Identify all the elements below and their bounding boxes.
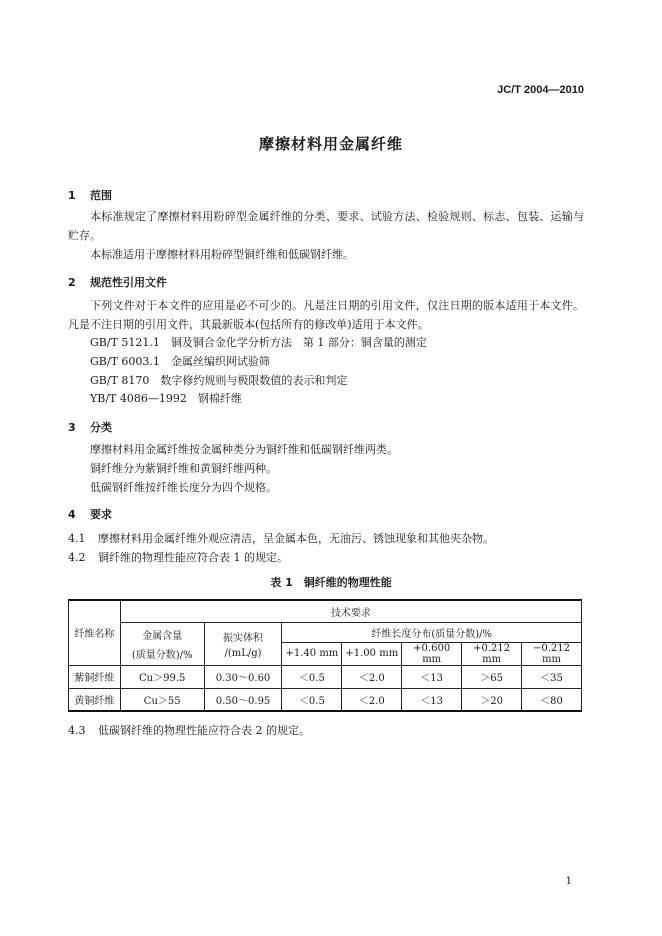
cell-length: ＜80 (522, 688, 582, 711)
header-metal-content-line1: 金属含量 (142, 630, 183, 642)
cell-length: ＞65 (462, 665, 522, 688)
clause-text: 摩擦材料用金属纤维外观应清洁，呈金属本色，无油污、锈蚀现象和其他夹杂物。 (98, 532, 494, 545)
clause-number: 4.3 (68, 724, 86, 737)
section-2-heading (68, 274, 167, 290)
table-row (69, 688, 582, 711)
header-length-col: +1.40 mm (282, 642, 342, 665)
header-length-col: −0.212 mm (522, 642, 582, 665)
header-fiber-name: 纤维名称 (69, 600, 121, 665)
section-2-paragraph-1: 下列文件对于本文件的应用是必不可少的。凡是注日期的引用文件，仅注日期的版本适用于本文件。凡是不注日期的引用文件，其最新版本(包括所有的修改单)适用于本文件。 (68, 299, 584, 331)
section-1-paragraph-2: 本标准适用于摩擦材料用粉碎型铜纤维和低碳钢纤维。 (90, 248, 354, 261)
cell-length: ＜13 (402, 665, 462, 688)
section-number: 1 (68, 189, 76, 202)
section-3-paragraph-3: 低碳钢纤维按纤维长度分为四个规格。 (90, 481, 277, 494)
cell-metal: Cu＞99.5 (120, 665, 204, 688)
reference-item: GB/T 8170 数字修约规则与极限数值的表示和判定 (90, 374, 348, 387)
cell-length: ＜35 (522, 665, 582, 688)
cell-tap: 0.50～0.95 (204, 688, 282, 711)
cell-length: ＜2.0 (342, 665, 402, 688)
cell-length: ＜0.5 (282, 665, 342, 688)
cell-name: 黄铜纤维 (69, 688, 121, 711)
document-code: JC/T 2004—2010 (497, 84, 584, 96)
cell-length: ＞20 (462, 688, 522, 711)
cell-metal: Cu＞55 (120, 688, 204, 711)
header-length-col: +1.00 mm (342, 642, 402, 665)
table-1-title: 表 1 铜纤维的物理性能 (270, 576, 392, 589)
section-number: 2 (68, 276, 76, 289)
section-3-paragraph-2: 铜纤维分为紫铜纤维和黄铜纤维两种。 (90, 462, 277, 475)
section-number: 4 (68, 508, 76, 521)
section-4-heading (68, 506, 112, 522)
clause-text: 低碳钢纤维的物理性能应符合表 2 的规定。 (98, 724, 310, 737)
table-1 (68, 599, 582, 712)
clause-number: 4.2 (68, 551, 86, 564)
page-number: 1 (565, 876, 572, 887)
cell-length: ＜2.0 (342, 688, 402, 711)
section-title: 规范性引用文件 (90, 276, 167, 289)
table-row (69, 665, 582, 688)
header-tap-volume-line1: 振实体积 (223, 632, 264, 644)
header-tap-volume (204, 622, 282, 665)
clause-number: 4.1 (68, 532, 86, 545)
reference-item: YB/T 4086—1992 钢棉纤维 (90, 392, 242, 405)
reference-item: GB/T 6003.1 金属丝编织网试验筛 (90, 355, 270, 368)
section-3-paragraph-1: 摩擦材料用金属纤维按金属种类分为铜纤维和低碳钢纤维两类。 (90, 443, 398, 456)
section-title: 要求 (90, 508, 112, 521)
section-1-paragraph-1: 本标准规定了摩擦材料用粉碎型金属纤维的分类、要求、试验方法、检验规则、标志、包装、运输与贮存。 (68, 210, 584, 242)
clause-4-3 (68, 722, 310, 738)
header-length-col: +0.600 mm (402, 642, 462, 665)
section-number: 3 (68, 421, 76, 434)
clause-4-1 (68, 530, 494, 546)
clause-text: 铜纤维的物理性能应符合表 1 的规定。 (98, 551, 288, 564)
cell-length: ＜0.5 (282, 688, 342, 711)
header-metal-content-line2: (质量分数)/% (131, 649, 193, 661)
header-technical-requirements: 技术要求 (120, 600, 581, 622)
cell-name: 紫铜纤维 (69, 665, 121, 688)
header-length-distribution: 纤维长度分布(质量分数)/% (282, 622, 582, 642)
section-title: 分类 (90, 421, 112, 434)
header-tap-volume-line2: /(mL/g) (224, 647, 262, 659)
document-title: 摩擦材料用金属纤维 (258, 135, 403, 153)
section-1-heading (68, 187, 112, 203)
header-metal-content (120, 622, 204, 665)
cell-tap: 0.30～0.60 (204, 665, 282, 688)
clause-4-2 (68, 549, 288, 565)
reference-item: GB/T 5121.1 铜及铜合金化学分析方法 第 1 部分：铜含量的测定 (90, 336, 427, 349)
header-length-col: +0.212 mm (462, 642, 522, 665)
section-title: 范围 (90, 189, 112, 202)
cell-length: ＜13 (402, 688, 462, 711)
section-3-heading (68, 419, 112, 435)
